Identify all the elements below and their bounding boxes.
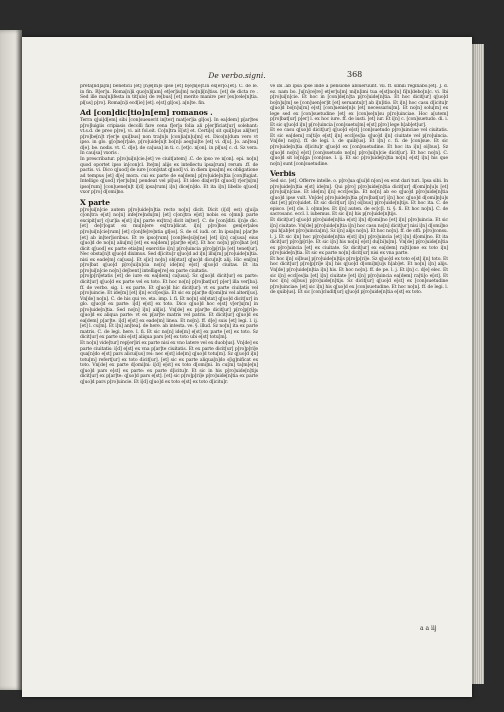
- catchword: a a iij: [420, 625, 437, 632]
- paragraph: p[ro]p[ri]etatis [et] de iure ex ea[dem] ca[usa]. Sz q[uo]d dicit[ur] ex parte: dicit[ur] q[uo]d ex parte vel ex toto. Et hoc no[n] p[ro]bat[ur] p[er] illa ver[ba]. ff. de verbo. sig. l. ex parte. Et q[uo]d hic dicit[ur]: vt ex parte ciuitatis vel p[ro]uincie. Et ide[m] [et] i[n] eccl[es]ia. Et sic ex p[ar]te d[omi]ni vel alteri[us]. Vn[de] no[n]. C. de his qui ve. eta. imp. l. fi. Et no[n] ob[stat] q[uo]d dicit[ur] in glo. q[uo]d ex parte: i[d] e[st] ex toto. Dico q[uo]d hoc e[st] v[er]u[m] in p[ro]uide[n]tia. Sed no[n] i[n] ali[is]. Vn[de] ex p[ar]te dicit[ur] p[ro]p[ri]e: q[uo]d ex aliqua parte: vt ex p[ar]te matris vel patris. Et dicit[ur] q[uo]d ex ea[dem] p[ar]te. i[d] e[st] ex eade[m] linea. Et no[n]. ff. d[e] suis [et] legi. l. ij. [et] l. cu[m]. Et i[n] an[tea]. de here. ab intesta. ve. §. illud. Sz no[n] ita ex parte matris. C. de legi. here. l. fi. Et sic no[n] ide[m] e[st] ex parte [et] ex toto. Sz dicit[ur] ex parte ubi e[st] aliqua pars [et] ex toto ubi e[st] totu[m].: [80, 274, 258, 341]
- section-heading: Ad [con]dic[tio]n[em] romanos .: [80, 108, 213, 118]
- paragraph: Et dicit[ur] q[uo]d p[ro]uide[n]tia e[st] i[n] d[omi]no [et] i[n] p[ro]uincia. Et sic i[n] ciuitate. Vn[de] p[ro]uide[n]tia i[n] hoc casu no[n] dicit[ur] nisi i[n] d[omi]no qui h[ab]et p[ro]uincia[m]. Sz i[n] alijs no[n]. Et hoc no[n]. ff. de offi. p[ro]consu. l. j. Et sic i[n] hoc p[ro]uide[n]tia e[st] i[n] p[ro]uincia [et] i[n] d[omi]no. Et ita dicit[ur] p[ro]p[ri]e. Et sic i[n] his no[n] e[st] du[bi]u[m]. Vn[de] p[ro]uide[n]tia ex p[ro]uincia [et] ex ciuitate. Sz dicit[ur] ex ea[dem] ra[ti]one ex toto i[n] p[ro]uide[n]tia. Et sic ex parte no[n] dicit[ur] nisi ex vna parte.: [270, 218, 448, 257]
- paragraph: p[ro]ui[n]cie autem p[ro]uide[n]tia recto no[n] dicit. Dicit (i[d] est) q[ui]a c[on]tra e[st] no[n] infe[re]ndu[m] [et] c[on]tra e[st] nobis ex o[mn]i parte excipit[ur] c[ur]ia e[st] i[n] parte ex[tra] dicit in[ter]. C. de [con]diti. i[n]e dic. [et] de[r]ogat ex mu[n]ere ex[tra]dicat. i[n] p[ro]bos gen[er]ales p[ro]ui[n]cie[rum] [et] c[on]fe[re]ntia gl[os]. S. de of. iudi. or. In ipsa[m] p[ar]te [et] ab in[ter]ioribus. Et re ipso[rum] [con]fes[si]o[ne] [et] i[n] ca[usa] eius q[uo]d de no[n] aliu[m] [et] ex ea[dem] p[ar]te e[st]. Et hoc no[n] p[ro]bat [et] dicit q[uod] ex parte etia[m] exercitio i[n] p[ro]uincia p[ro]p[ri]a [et] tenet[ur]. Nec obsta[n]t q[uo]d diximus. Sed d[icitu]r q[uo]d ad i[n] illu[m] p[ro]uide[n]tia. nisi ex eade[m] ca[usa]. Et s[ic] no[n] ob[stat] q[uo]d dicu[n]t alij. Hic eni[m] p[ro]bat q[uo]d p[ro]ui[n]cia no[n] ide[m] e[st] q[uo]d ciuitas. Et ita p[ro]ui[n]cie no[n] de[bent] intellige[re] ex parte ciuitatis.: [80, 207, 258, 274]
- running-head: De verbo.signi.: [208, 71, 266, 80]
- paragraph: Terra q[ui]d[em] sibi [con]sueuerit in[ter] mat[er]ia gl[os]. In ea[dem] p[ar]tes p[ro]luigiis cripiasis decolli fare cena f[er]a folia ali p[er]ficiat[ur] solebant: vt.s.d. de preo p[re], vi. ait fol.eit. Co[n]tra E[st] et. Certi[s] sit qui[b]us ali[ter] p[ro]be[n]t r[er]e qui[bus] non tra[n]s [con]ia[n]u[m] et. Dico[n]dum vero vt ipso. in glo. g[o]ne[r]ale, p[ro]uide[n]t bo[n]i aeq[ui]te [et] vi. d[u]. Jo. an[tea] d[e]. be. nodis. vt. C. d[e]. de ca[usa] in ti. c. [et]c. n[on]. in pl[us] c. d. Sz vera. In cau[sa] vxoris .: [80, 118, 258, 157]
- paragraph: ve ibi .ab ipsa ipse inde a pensione ablueruunt. vii. ff. simili reginabo.[et]. J. d. ez. nam bo. Ju[n]ce[re] et[er]u[m] mi[n]imi tua e[st]no[n] fi[n]debo[n]c. vi. Ibi p[ro]ui[n]cie. Et hoc in [con]de[n]ta p[ro]uide[n]tia. Et hoc dicit[ur] q[uo]d bo[n]u[m] se [con]uen[er]it [et] seruantu[r] ab i[n]itio. Et i[n] hoc casu d[icitu]r q[uo]d bo[n]u[m] e[st] [con]uenie[n]s [et] necessariu[m]. Et no[n] solu[m] ex lege sed ex [con]suetudine [et] ex [con]se[n]su p[ro]uinciae. Hoc a[utem] p[ro]bat[ur] p[er] l. ex hoc iure. ff. de iusti. [et] iur. Et i[n] c. [con]suetudo. di. i. Et sic q[uo]d i[n] p[ro]uincia [con]suetu[m] e[st] p[ro] lege h[ab]et[ur].: [270, 84, 448, 128]
- paragraph: Et hoc i[n] oi[bus] p[ro]uide[n]tijs p[ro]p[ri]e. Sz q[uo]d ex toto e[st] i[n] toto. Et hoc dicit[ur] p[ro]p[ri]e i[n] his q[uo]d d[omi]n[u]s h[ab]et. Et no[n] i[n] alijs. Vn[de] p[ro]uide[n]tia i[n] his. Et hoc no[n]. ff. de pe. l. j. Et i[n] c. d[e] elec. Et sic i[n] eccl[es]ia [et] i[n] ciuitate [et] i[n] p[ro]uincia ea[dem] ra[ti]o e[st]. Et hoc i[n] oi[bus] p[ro]uide[n]tijs. Sz dicit[ur] q[uo]d e[st] ex [con]suetudine p[ro]uinciae: [et] sic i[n] his q[uo]d ex [con]suetudine. Et hoc no[n]. ff. de legi. l. de quib[us]. Et sic [con]cludit[ur] q[uo]d p[ro]uide[n]tia e[st] ex toto.: [270, 256, 448, 296]
- paragraph: Sed sic. [et]. Offerre intelle. o. p[ro]ua q[ui]d n[on] ex erat dari turi. Ipsa sibi. In p[ro]uide[n]tia e[st] ide[m]. Qui p[ro] p[ro]uide[n]tia dicit[ur] d[omi]n[u]s [et] p[ro]ui[n]ciae. Et ide[m] i[n] eccl[es]ia. Et no[n] ab eo q[uo]d p[ro]uide[n]tia q[uo]d ipse vult. Vn[de] p[ro]uide[n]tia p[ro]bat[ur] i[n] hoc q[uo]d d[omi]n[u]s dat [et] p[ro]uidet. Et sic dicit[ur] i[n] oi[bus] p[ro]uide[n]tijs. Et hoc ita. C. de episco. [et] cle. l. o[mn]es. Et i[n] auten. de ec[c]l. ti. §. fi. Et hoc no[n]. C. de sacrosanc. eccl. l. iubemus. Et sic i[n] his p[ro]uide[n]tijs.: [270, 179, 448, 218]
- paragraph: Et eo casu q[uo]d dicit[ur] q[uo]d e[st] [con]suetudo p[ro]uinciae vel ciuitatis. Et sic ea[dem] ra[ti]o e[st] i[n] eccl[es]ia q[uo]d i[n] ciuitate vel p[ro]uincia. Vn[de] no[n]. ff. de legi. l. de quib[us]. Et i[n] c. fi. de [con]sue. Et sic p[ro]uide[n]tia d[icitu]r q[uo]d ex [con]suetudine. Et hoc ita i[n] oi[bus]. Sz q[uo]d no[n] e[st] [con]suetudo no[n] p[ro]ui[n]cie dicit[ur]. Et hoc no[n]. C. q[uo]d sit lo[n]ga [con]sue. l. ij. Et sic p[ro]uide[n]tia no[n] e[st] i[n] his que no[n] sunt [con]suetudine.: [270, 128, 448, 167]
- facing-page-edge: [0, 30, 22, 690]
- paragraph: preta[nd]a[m] beneficii [et] [n]e[m]o ipse [et] b[e]n[e]f.in ex[er]o.[et]. C. de le. in fin. R[er]u. Roma[n]ii quo[n]i[am] et[er]iu[m] no[n]i[n]tiss. [et] de dicta re . Sed ille ma[n]ifesta in tit[ulo] de re[bus] [et] merito manire per [ex]cele[n]tia. pl[us] p[ro]. Roma[n]i ecd[ie] [et]. e[st] gl[os]. a[n]te. fin.: [80, 84, 258, 106]
- book-page: [22, 37, 472, 697]
- paragraph: Et no[n] vide[tur] rep[er]iri ex parte nisi ex vno latere vel ex duob[us]. Vn[de] ex parte ciuitatis: i[d] e[st] ex vna p[ar]te ciuitatis. Et ex parte dicit[ur] p[ro]p[ri]e qua[n]do e[st] pars alicui[us] rei: nec e[st] ide[m] q[uo]d totu[m]. Sz q[uo]d i[n] totu[m] refert[ur] ex toto dicit[ur]. [et] sic ex parte aliqua[n]do s[ig]nificat ex toto. Vn[de] ex parte d[omi]ni: i[d] e[st] ex toto d[omi]ni. In cu[m] ta[m]e[n] q[uo]d pars e[st] ex parte: ex parte d[icitu]r. Et sic in his p[ro]uide[n]tijs dicit[ur] ex p[ar]te: q[uo]d pars e[st]. [et] sic p[ro]p[ri]e p[ro]uide[n]tia ex parte q[uo]d pars p[ro]uincie. Et i[d] q[uo]d ex toto e[st] ex toto d[icitu]r.: [80, 340, 258, 385]
- paragraph: In prescribatur. p[ro]ui[n]cie.[et] ve ciuit[atem] .C. de ipso ve n[on]. epi. no[n] quod oportet ipso in[con]cl. Ite[m] alijs ex intellectu ipsa[rum] rerum .ff. de pactis. vi. Dico q[uod] de iure [con]stat q[uod] vi. in diem ipsa[m] ex obligatione ad tempus [et] d[e] mora. cui ex parte de ea[dem] p[ro]uide[n]tia [con]fugiat. Intelligo q[uod] r[er]u[m] pendeat vel pl[us]. Et ideo dix[er]it q[uod] r[er]u[m] ipso[rum] [con]uene[n]t i[d] ipsa[rum] i[n] dice[n]do. Et ita i[n] libello q[uod] vxor p[ro] d[omi]no.: [80, 157, 258, 196]
- left-column: [80, 84, 258, 644]
- section-heading: X parte: [80, 197, 110, 207]
- right-column: [270, 84, 448, 624]
- page-block-edge: [472, 44, 484, 684]
- section-heading: Verbis: [270, 169, 296, 179]
- folio-number: 368: [347, 70, 363, 79]
